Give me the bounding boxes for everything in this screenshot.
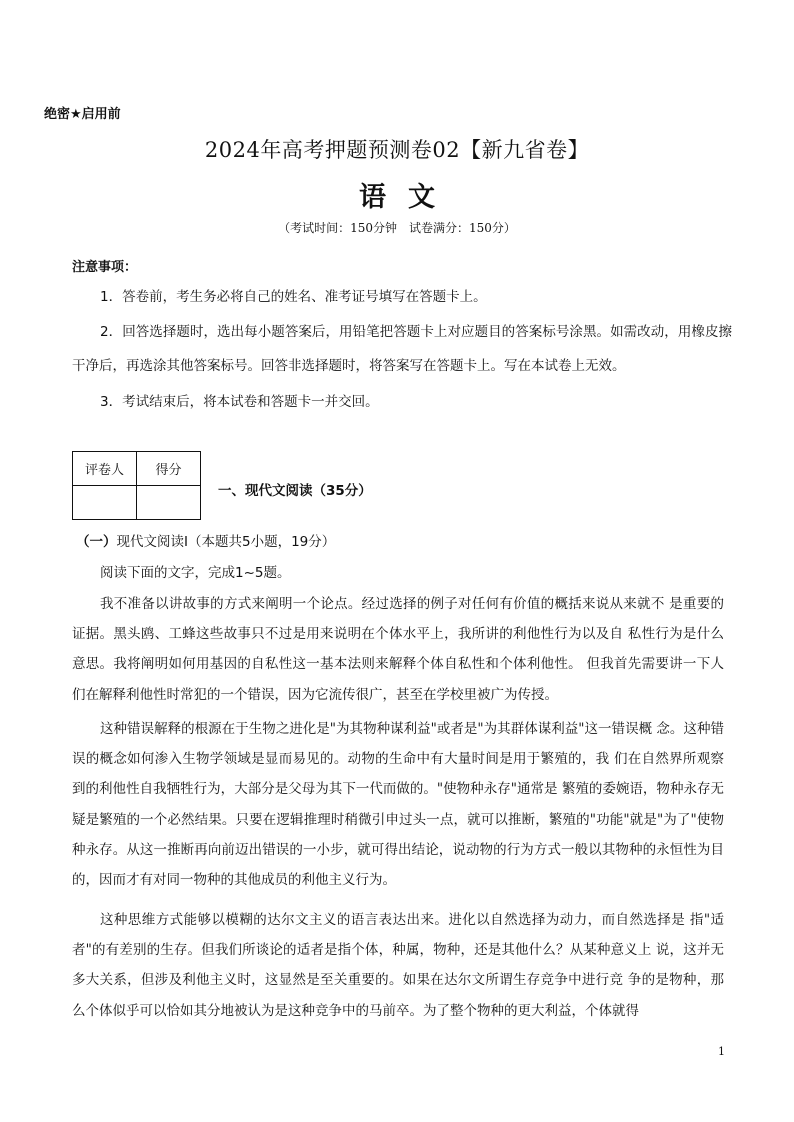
reading-instruction: 阅读下面的文字，完成1~5题。	[100, 565, 291, 581]
page-number: 1	[718, 1045, 725, 1058]
passage-paragraph-1: 我不准备以讲故事的方式来阐明一个论点。经过选择的例子对任何有价值的概括来说从来就不 是重要的证据。黑头鸥、工蜂这些故事只不过是用来说明在个体水平上，我所讲的利他性行为以及自 私性行为是什么意思。我将阐明如何用基因的自私性这一基本法则来解释个体自私性和个体利他性。 但我首先需要讲一下人们在解释利他性时常犯的一个错误，因为它流传很广，甚至在学校里被广为传授。	[72, 596, 724, 703]
note-item-1: 1．答卷前，考生务必将自己的姓名、准考证号填写在答题卡上。	[100, 289, 487, 305]
passage-paragraph-2: 这种错误解释的根源在于生物之进化是"为其物种谋利益"或者是"为其群体谋利益"这一错误概 念。这种错误的概念如何渗入生物学领域是显而易见的。动物的生命中有大量时间是用于繁殖的，我 们在自然界所观察到的利他性自我牺牲行为，大部分是父母为其下一代而做的。"使物种永存"通常是 繁殖的委婉语，物种永存无疑是繁殖的一个必然结果。只要在逻辑推理时稍微引申过头一点，就可以推断，繁殖的"功能"就是"为了"使物种永存。从这一推断再向前迈出错误的一小步，就可得出结论，说动物的行为方式一般以其物种的永恒性为目的，因而才有对同一物种的其他成员的利他主义行为。	[72, 721, 724, 889]
grader-header: 评卷人	[73, 452, 137, 486]
grader-cell	[73, 486, 137, 520]
subsection-label: （一）	[76, 534, 117, 550]
notes-heading: 注意事项：	[72, 260, 138, 275]
note-item-3: 3．考试结束后，将本试卷和答题卡一并交回。	[100, 394, 379, 410]
section-title: 一、现代文阅读（35分）	[218, 483, 372, 499]
exam-title: 2024年高考押题预测卷02【新九省卷】	[204, 138, 590, 162]
subsection-title	[76, 530, 335, 550]
score-header: 得分	[137, 452, 201, 486]
subject-title: 语文	[359, 182, 457, 213]
score-table	[72, 451, 201, 520]
note-item-2: 2．回答选择题时，选出每小题答案后，用铅笔把答题卡上对应题目的答案标号涂黑。如需改动，用橡皮擦干净后，再选涂其他答案标号。回答非选择题时，将答案写在答题卡上。写在本试卷上无效。	[72, 324, 732, 374]
exam-info: （考试时间：150分钟 试卷满分：150分）	[278, 221, 516, 235]
confidential-label: 绝密★启用前	[44, 107, 121, 122]
passage-paragraph-3: 这种思维方式能够以模糊的达尔文主义的语言表达出来。进化以自然选择为动力，而自然选择是 指"适者"的有差别的生存。但我们所谈论的适者是指个体，种属，物种，还是其他什么？从某种意义上 说，这并无多大关系，但涉及利他主义时，这显然是至关重要的。如果在达尔文所谓生存竞争中进行竞 争的是物种，那么个体似乎可以恰如其分地被认为是这种竞争中的马前卒。为了整个物种的更大利益，个体就得	[72, 912, 724, 1019]
subsection-text: 现代文阅读Ⅰ（本题共5小题，19分）	[116, 534, 336, 550]
score-cell	[137, 486, 201, 520]
